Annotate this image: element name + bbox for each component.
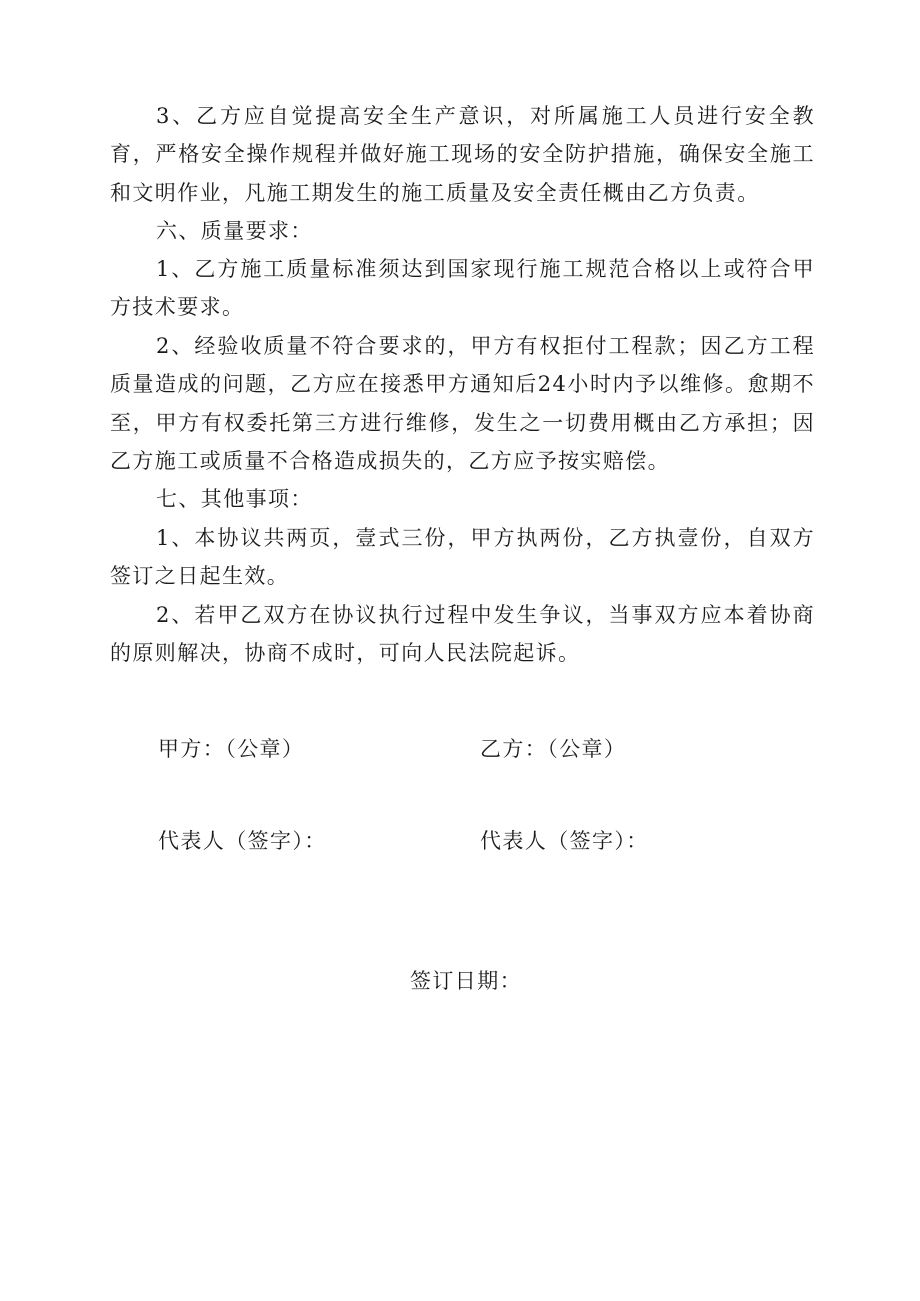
section-heading-other-matters: 七、其他事项： [156,487,313,511]
party-a-seal-label: 甲方：（公章） [158,737,305,761]
signing-date-label: 签订日期： [410,969,522,993]
paragraph-safety-responsibility: 3、乙方应自觉提高安全生产意识，对所属施工人员进行安全教育，严格安全操作规程并做好施工现场的安全防护措施，确保安全施工和文明作业，凡施工期发生的施工质量及安全责任概由乙方负责。 [110,104,815,205]
section-heading-quality: 六、质量要求： [156,219,313,243]
paragraph-quality-acceptance: 2、经验收质量不符合要求的，甲方有权拒付工程款；因乙方工程质量造成的问题，乙方应在接悉甲方通知后24小时内予以维修。愈期不至，甲方有权委托第三方进行维修，发生之一切费用概由乙方承担；因乙方施工或质量不合格造成损失的，乙方应予按实赔偿。 [110,334,815,473]
party-a-representative-label: 代表人（签字）： [158,829,327,853]
paragraph-quality-standard: 1、乙方施工质量标准须达到国家现行施工规范合格以上或符合甲方技术要求。 [110,257,815,320]
party-b-representative-label: 代表人（签字）： [480,829,649,853]
paragraph-copies-effective: 1、本协议共两页，壹式三份，甲方执两份，乙方执壹份，自双方签订之日起生效。 [110,526,815,589]
party-b-seal-label: 乙方：（公章） [480,737,627,761]
paragraph-dispute-resolution: 2、若甲乙双方在协议执行过程中发生争议，当事双方应本着协商的原则解决，协商不成时，可向人民法院起诉。 [110,603,815,666]
